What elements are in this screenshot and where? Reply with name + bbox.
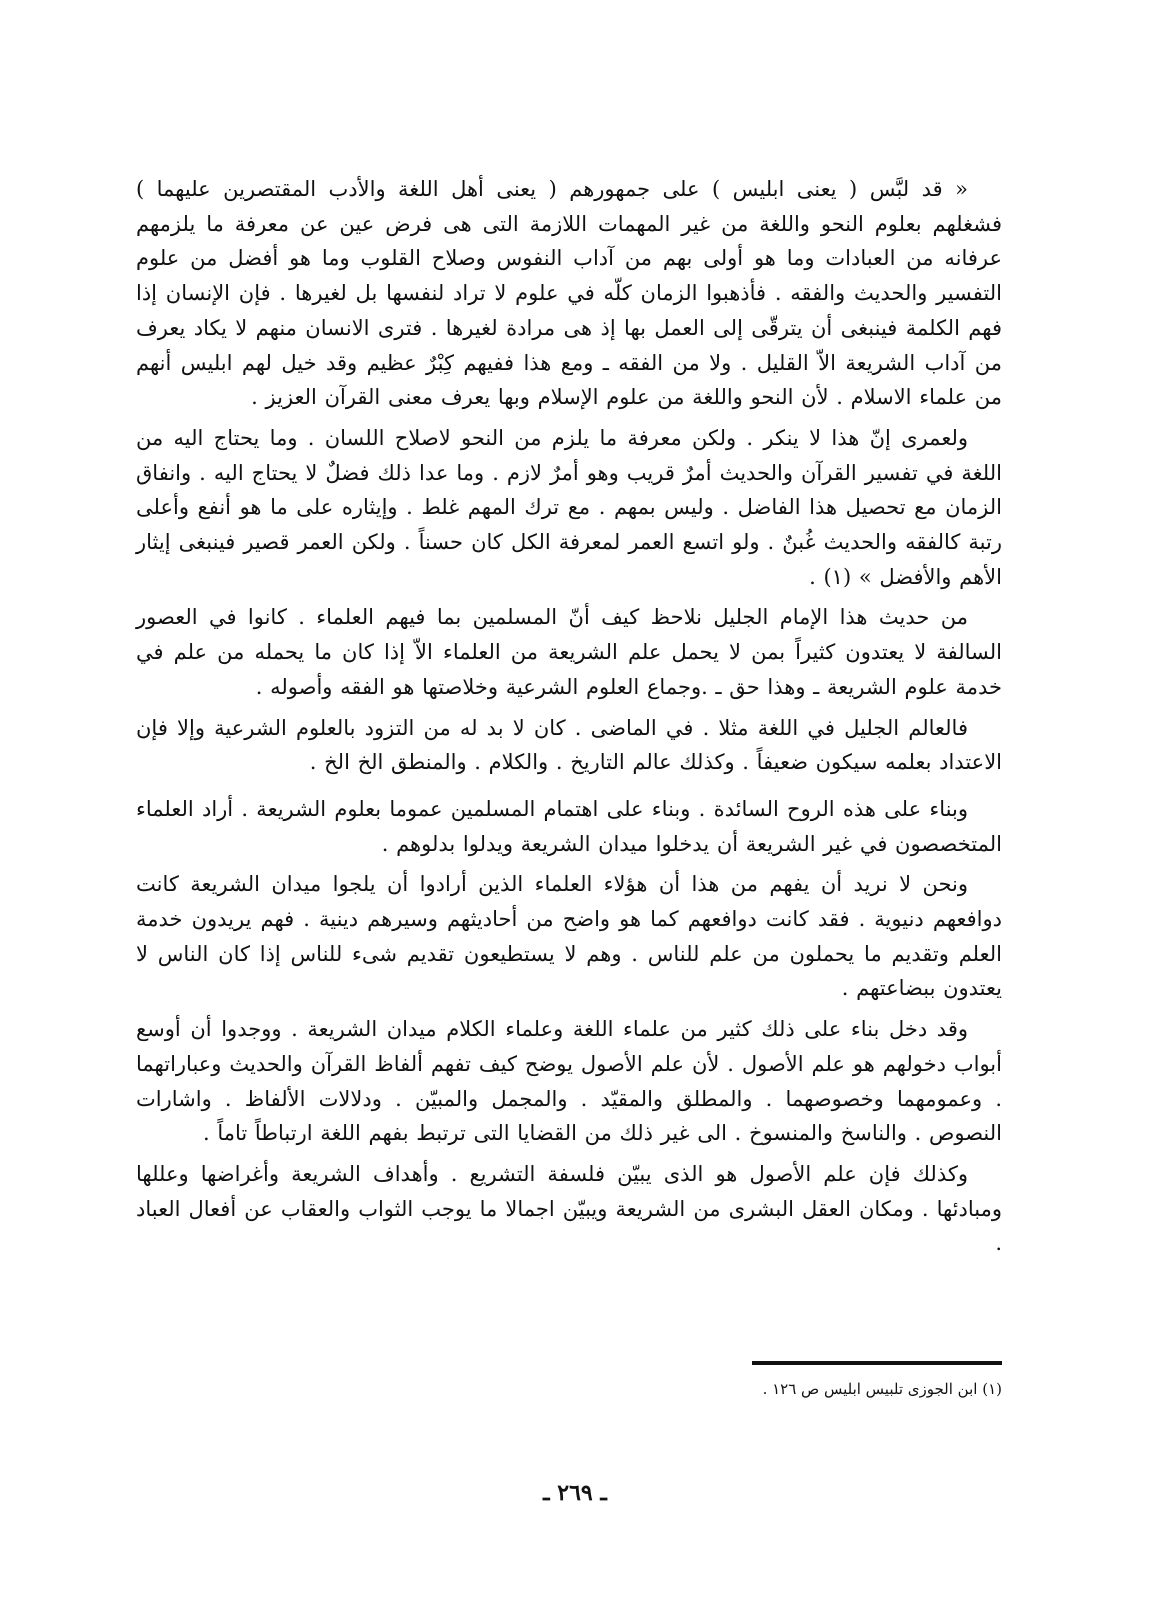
paragraph-quote-1: « قد لبَّس ( يعنى ابليس ) على جمهورهم ( يعنى أهل اللغة والأدب المقتصرين عليهما ) فشغلهم بعلوم النحو واللغة من غير المهمات اللازمة التى هى فرض عين عن معرفة ما يلزمهم عرفانه من العبادات وما هو أولى بهم من آداب النفوس وصلاح القلوب وما هو أفضل من علوم التفسير والحديث والفقه . فأذهبوا الزمان كلّه في علوم لا تراد لنفسها بل لغيرها . فإن الإنسان إذا فهم الكلمة فينبغى أن يترقّى إلى العمل بها إذ هى مرادة لغيرها . فترى الانسان منهم لا يكاد يعرف من آداب الشريعة الاّ القليل . ولا من الفقه ـ ومع هذا ففيهم كِبْرٌ عظيم وقد خيل لهم ابليس أنهم من علماء الاسلام . لأن النحو واللغة من علوم الإسلام وبها يعرف معنى القرآن العزيز . — [136, 177, 1002, 410]
paragraph-6: ونحن لا نريد أن يفهم من هذا أن هؤلاء العلماء الذين أرادوا أن يلجوا ميدان الشريعة كانت دوافعهم دنيوية . فقد كانت دوافعهم كما هو واضح من أحاديثهم وسيرهم دينية . فهم يريدون خدمة العلم وتقديم ما يحملون من علم للناس . وهم لا يستطيعون تقديم شىء للناس إذا كان الناس لا يعتدون ببضاعتهم . — [136, 872, 1002, 1001]
paragraph-3: من حديث هذا الإمام الجليل نلاحظ كيف أنّ المسلمين بما فيهم العلماء . كانوا في العصور السالفة لا يعتدون كثيراً بمن لا يحمل علم الشريعة من العلماء الاّ إذا كان ما يحمله من علم في خدمة علوم الشريعة ـ وهذا حق ـ .وجماع العلوم الشرعية وخلاصتها هو الفقه وأصوله . — [136, 605, 1002, 699]
paragraph-5: وبناء على هذه الروح السائدة . وبناء على اهتمام المسلمين عموما بعلوم الشريعة . أراد العلماء المتخصصون في غير الشريعة أن يدخلوا ميدان الشريعة ويدلوا بدلوهم . — [136, 796, 1002, 856]
paragraph-4: فالعالم الجليل في اللغة مثلا . في الماضى . كان لا بد له من التزود بالعلوم الشرعية وإلا فإن الاعتداد بعلمه سيكون ضعيفاً . وكذلك عالم التاريخ . والكلام . والمنطق الخ الخ . — [136, 715, 1002, 775]
paragraph-7: وقد دخل بناء على ذلك كثير من علماء اللغة وعلماء الكلام ميدان الشريعة . ووجدوا أن أوسع أبواب دخولهم هو علم الأصول . لأن علم الأصول يوضح كيف تفهم ألفاظ القرآن والحديث وعباراتهما . وعمومهما وخصوصهما . والمطلق والمقيّد . والمجمل والمبيّن . ودلالات الألفاظ . واشارات النصوص . والناسخ والمنسوخ . الى غير ذلك من القضايا التى ترتبط بفهم اللغة ارتباطاً تاماً . — [136, 1017, 1002, 1146]
page-number: ـ ٢٦٩ ـ — [543, 1480, 607, 1506]
paragraph-8: وكذلك فإن علم الأصول هو الذى يبيّن فلسفة التشريع . وأهداف الشريعة وأغراضها وعللها ومبادئها . ومكان العقل البشرى من الشريعة ويبيّن اجمالا ما يوجب الثواب والعقاب عن أفعال العباد . — [136, 1161, 1002, 1256]
footnote: (١) ابن الجوزى تلبيس ابليس ص ١٢٦ . — [762, 1380, 1002, 1398]
paragraph-quote-2: ولعمرى إنّ هذا لا ينكر . ولكن معرفة ما يلزم من النحو لاصلاح اللسان . وما يحتاج اليه من اللغة في تفسير القرآن والحديث أمرٌ قريب وهو أمرٌ لازم . وما عدا ذلك فضلٌ لا يحتاج اليه . وانفاق الزمان مع تحصيل هذا الفاضل . وليس بمهم . مع ترك المهم غلط . وإيثاره على ما هو أنفع وأعلى رتبة كالفقه والحديث غُبنٌ . ولو اتسع العمر لمعرفة الكل كان حسناً . ولكن العمر قصير فينبغى إيثار الأهم والأفضل » (١) . — [136, 425, 1002, 589]
footnote-divider — [752, 1361, 1002, 1365]
main-text — [136, 172, 1002, 1267]
